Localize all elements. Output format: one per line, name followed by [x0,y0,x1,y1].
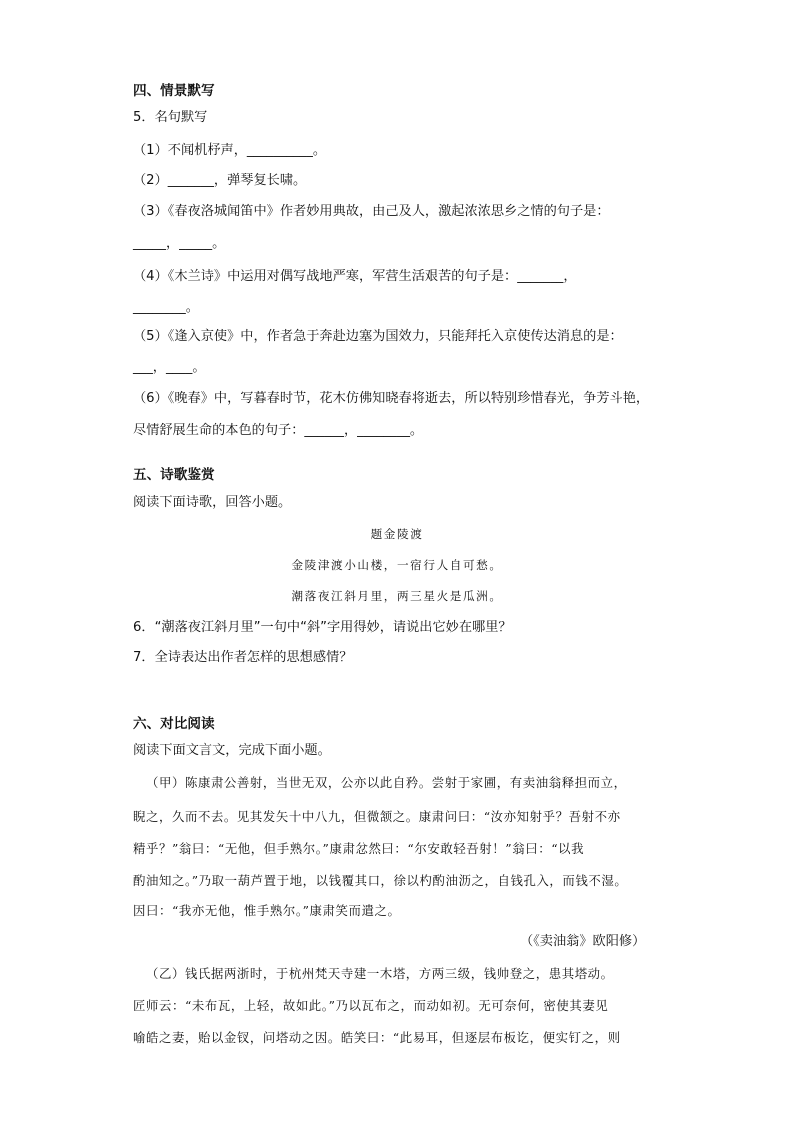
q5-item-1: （1）不闻机杼声，__________。 [133,143,327,158]
question-6: 6．“潮落夜江斜月里”一句中“斜”字用得妙，请说出它妙在哪里？ [133,620,512,635]
poem-line-1: 金陵津渡小山楼，一宿行人自可愁。 [291,558,503,572]
section5-intro: 阅读下面诗歌，回答小题。 [133,495,292,510]
q5-item-6: （6）《晚春》中，写暮春时节，花木仿佛知晓春将逝去，所以特别珍惜春光，争芳斗艳， [133,391,650,406]
passage-yi-line-2: 匠师云：“未布瓦，上轻，故如此。”乃以瓦布之，而动如初。无可奈何，密使其妻见 [133,998,609,1013]
passage-jia-line-2: 睨之，久而不去。见其发矢十中八九，但微颔之。康肃问曰：“汝亦知射乎？吾射不亦 [133,809,621,824]
passage-yi-line-3: 喻皓之妻，贻以金钗，问塔动之因。皓笑曰：“此易耳，但逐层布板讫，便实钉之，则 [133,1030,621,1045]
passage-jia-line-1: （甲）陈康肃公善射，当世无双，公亦以此自矜。尝射于家圃，有卖油翁释担而立， [146,775,627,790]
section6-heading: 六、对比阅读 [133,716,215,732]
passage-jia-line-3: 精乎？”翁曰：“无他，但手熟尔。”康肃忿然曰：“尔安敢轻吾射！”翁曰：“以我 [133,841,585,856]
q5-item-5-blanks: ___，____。 [133,360,206,375]
q5-item-2: （2）_______，弹琴复长啸。 [133,173,307,188]
passage-jia-source: （《卖油翁》欧阳修） [520,934,646,949]
section6-intro: 阅读下面文言文，完成下面小题。 [133,743,331,758]
poem-title: 题金陵渡 [370,527,424,541]
passage-jia-line-4: 酌油知之。”乃取一葫芦置于地，以钱覆其口，徐以杓酌油沥之，自钱孔入，而钱不湿。 [133,873,628,888]
passage-yi-line-1: （乙）钱氏据两浙时，于杭州梵天寺建一木塔，方两三级，钱帅登之，患其塔动。 [146,966,614,981]
passage-jia-line-5: 因曰：“我亦无他，惟手熟尔。”康肃笑而遣之。 [133,903,401,918]
q5-item-4: （4）《木兰诗》中运用对偶写战地严寒，军营生活艰苦的句子是：_______， [133,269,577,284]
section5-heading: 五、诗歌鉴赏 [133,467,215,483]
q5-item-5: （5）《逢入京使》中，作者急于奔赴边塞为国效力，只能拜托入京使传达消息的是： [133,329,623,344]
q5-item-4-blank: ________。 [133,300,199,315]
q5-item-6-cont: 尽情舒展生命的本色的句子：______，________。 [133,423,424,438]
question-5-title: 5．名句默写 [133,110,208,125]
poem-line-2: 潮落夜江斜月里，两三星火是瓜洲。 [291,589,503,603]
question-7: 7．全诗表达出作者怎样的思想感情？ [133,650,353,665]
section4-heading: 四、情景默写 [133,83,215,99]
q5-item-3: （3）《春夜洛城闻笛中》作者妙用典故，由己及人，激起浓浓思乡之情的句子是： [133,204,610,219]
q5-item-3-blanks: _____，_____。 [133,236,226,251]
